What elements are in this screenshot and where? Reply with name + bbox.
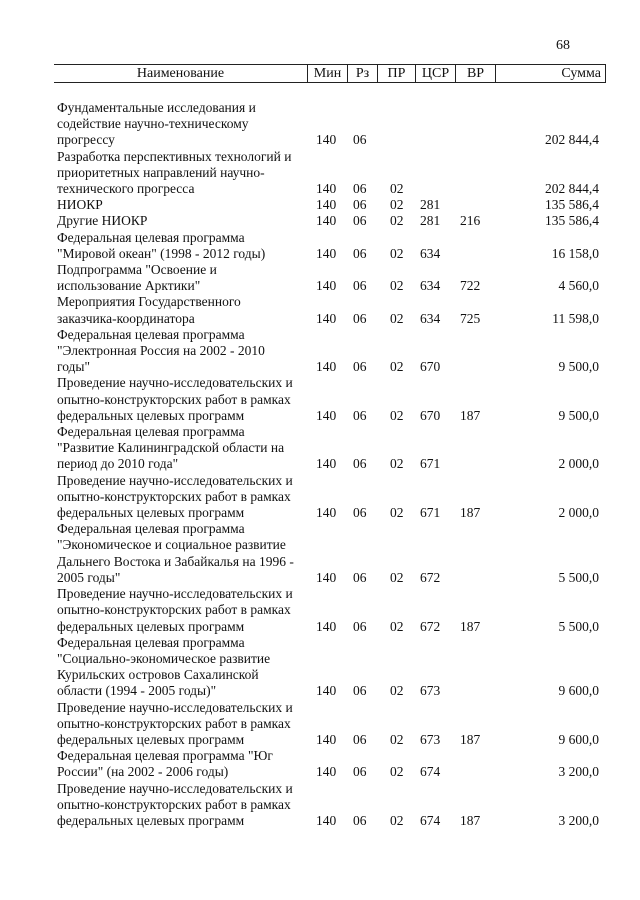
row-vr: 216 xyxy=(460,213,481,229)
table-row xyxy=(0,149,640,198)
row-pr: 02 xyxy=(390,731,404,747)
table-row xyxy=(0,424,640,473)
table-row xyxy=(0,473,640,522)
row-csr: 634 xyxy=(420,245,441,261)
row-csr: 670 xyxy=(420,359,441,375)
row-min: 140 xyxy=(316,764,337,780)
row-sum: 5 500,0 xyxy=(558,618,599,634)
row-csr: 672 xyxy=(420,618,441,634)
row-name: Фундаментальные исследования и содействие научно-техническому прогрессу xyxy=(57,100,256,148)
table-row xyxy=(0,586,640,635)
row-name: Проведение научно-исследовательских и опытно-конструкторских работ в рамках федеральных целевых программ xyxy=(57,780,293,828)
row-pr: 02 xyxy=(390,812,404,828)
row-vr: 187 xyxy=(460,407,481,423)
row-vr: 722 xyxy=(460,278,481,294)
row-min: 140 xyxy=(316,245,337,261)
header-name-label: Наименование xyxy=(136,66,225,81)
table-row xyxy=(0,262,640,294)
row-sum: 135 586,4 xyxy=(545,213,599,229)
row-rz: 06 xyxy=(353,359,367,375)
header-vr-label: ВР xyxy=(466,66,485,81)
row-min: 140 xyxy=(316,310,337,326)
row-rz: 06 xyxy=(353,213,367,229)
row-vr: 187 xyxy=(460,618,481,634)
row-min: 140 xyxy=(316,213,337,229)
table-row xyxy=(0,700,640,749)
header-csr xyxy=(415,65,455,82)
header-min-label: Мин xyxy=(313,66,342,81)
row-pr: 02 xyxy=(390,245,404,261)
row-min: 140 xyxy=(316,618,337,634)
row-min: 140 xyxy=(316,456,337,472)
row-name: Федеральная целевая программа "Юг России" (на 2002 - 2006 годы) xyxy=(57,748,273,780)
row-sum: 2 000,0 xyxy=(558,456,599,472)
row-name: Проведение научно-исследовательских и опытно-конструкторских работ в рамках федеральных целевых программ xyxy=(57,472,293,521)
table-row xyxy=(0,635,640,700)
row-csr: 673 xyxy=(420,731,441,747)
table-row xyxy=(0,213,640,229)
row-name: Федеральная целевая программа "Развитие Калининградской области на период до 2010 года" xyxy=(57,424,285,472)
row-rz: 06 xyxy=(353,569,367,585)
row-pr: 02 xyxy=(390,618,404,634)
row-sum: 202 844,4 xyxy=(545,181,599,197)
row-pr: 02 xyxy=(390,764,404,780)
row-min: 140 xyxy=(316,197,337,213)
row-csr: 281 xyxy=(420,213,441,229)
table-row xyxy=(0,748,640,780)
row-csr: 634 xyxy=(420,278,441,294)
row-csr: 670 xyxy=(420,407,441,423)
table-row xyxy=(0,294,640,326)
row-rz: 06 xyxy=(353,278,367,294)
row-rz: 06 xyxy=(353,505,367,521)
row-vr: 187 xyxy=(460,812,481,828)
row-rz: 06 xyxy=(353,618,367,634)
row-sum: 9 600,0 xyxy=(558,731,599,747)
row-name: Разработка перспективных технологий и приоритетных направлений научно- технического прогресса xyxy=(57,148,292,197)
row-pr: 02 xyxy=(390,197,404,213)
row-name: Федеральная целевая программа "Экономическое и социальное развитие Дальнего Востока и Забайкалья на 1996 - 2005 годы" xyxy=(57,521,294,585)
row-csr: 671 xyxy=(420,456,441,472)
row-sum: 4 560,0 xyxy=(558,278,599,294)
table-row xyxy=(0,375,640,424)
row-csr: 281 xyxy=(420,197,441,213)
row-rz: 06 xyxy=(353,197,367,213)
row-sum: 2 000,0 xyxy=(558,505,599,521)
row-name: Другие НИОКР xyxy=(57,213,148,229)
row-sum: 135 586,4 xyxy=(545,197,599,213)
row-vr: 187 xyxy=(460,505,481,521)
row-vr: 187 xyxy=(460,731,481,747)
row-name: Мероприятия Государственного заказчика-координатора xyxy=(57,294,241,326)
row-sum: 16 158,0 xyxy=(551,245,599,261)
row-csr: 673 xyxy=(420,683,441,699)
row-min: 140 xyxy=(316,505,337,521)
row-pr: 02 xyxy=(390,310,404,326)
row-sum: 9 500,0 xyxy=(558,407,599,423)
header-vr xyxy=(455,65,495,82)
header-csr-label: ЦСР xyxy=(421,66,450,81)
row-name: Проведение научно-исследовательских и опытно-конструкторских работ в рамках федеральных целевых программ xyxy=(57,699,293,747)
row-name: Федеральная целевая программа "Социально-экономическое развитие Курильских островов Сахалинской области (1994 - 2005 годы)" xyxy=(57,634,271,699)
row-pr: 02 xyxy=(390,456,404,472)
row-rz: 06 xyxy=(353,407,367,423)
row-min: 140 xyxy=(316,278,337,294)
row-min: 140 xyxy=(316,407,337,423)
table-row xyxy=(0,327,640,376)
header-rz xyxy=(347,65,377,82)
table-row xyxy=(0,781,640,830)
row-rz: 06 xyxy=(353,683,367,699)
row-rz: 06 xyxy=(353,181,367,197)
header-sum xyxy=(495,65,606,82)
row-csr: 672 xyxy=(420,569,441,585)
row-pr: 02 xyxy=(390,683,404,699)
row-rz: 06 xyxy=(353,731,367,747)
row-min: 140 xyxy=(316,812,337,828)
row-sum: 202 844,4 xyxy=(545,132,599,148)
table-body xyxy=(0,100,640,829)
row-pr: 02 xyxy=(390,181,404,197)
row-csr: 674 xyxy=(420,812,441,828)
row-pr: 02 xyxy=(390,278,404,294)
row-rz: 06 xyxy=(353,812,367,828)
table-row xyxy=(0,521,640,586)
row-name: Федеральная целевая программа "Электронная Россия на 2002 - 2010 годы" xyxy=(57,326,265,375)
row-name: Проведение научно-исследовательских и опытно-конструкторских работ в рамках федеральных целевых программ xyxy=(57,375,293,423)
row-min: 140 xyxy=(316,569,337,585)
row-min: 140 xyxy=(316,132,337,148)
row-pr: 02 xyxy=(390,569,404,585)
row-vr: 725 xyxy=(460,310,481,326)
row-min: 140 xyxy=(316,731,337,747)
row-name: Федеральная целевая программа "Мировой океан" (1998 - 2012 годы) xyxy=(57,229,266,261)
table-row xyxy=(0,100,640,149)
header-min xyxy=(307,65,347,82)
row-min: 140 xyxy=(316,359,337,375)
header-rz-label: Рз xyxy=(355,66,370,81)
row-rz: 06 xyxy=(353,310,367,326)
header-pr xyxy=(377,65,415,82)
row-pr: 02 xyxy=(390,359,404,375)
row-pr: 02 xyxy=(390,505,404,521)
row-pr: 02 xyxy=(390,407,404,423)
table-row xyxy=(0,197,640,213)
row-sum: 5 500,0 xyxy=(558,569,599,585)
row-csr: 634 xyxy=(420,310,441,326)
row-rz: 06 xyxy=(353,456,367,472)
table-header xyxy=(54,64,606,83)
row-rz: 06 xyxy=(353,764,367,780)
page-number: 68 xyxy=(556,38,570,53)
row-sum: 11 598,0 xyxy=(552,310,599,326)
row-rz: 06 xyxy=(353,245,367,261)
row-name: НИОКР xyxy=(57,197,103,213)
header-name xyxy=(54,65,307,82)
row-pr: 02 xyxy=(390,213,404,229)
row-sum: 9 500,0 xyxy=(558,359,599,375)
table-row xyxy=(0,230,640,262)
row-rz: 06 xyxy=(353,132,367,148)
header-pr-label: ПР xyxy=(387,66,406,81)
header-sum-label: Сумма xyxy=(561,66,601,81)
row-csr: 674 xyxy=(420,764,441,780)
row-min: 140 xyxy=(316,181,337,197)
row-sum: 9 600,0 xyxy=(558,683,599,699)
row-sum: 3 200,0 xyxy=(558,812,599,828)
row-name: Подпрограмма "Освоение и использование Арктики" xyxy=(57,262,217,294)
row-name: Проведение научно-исследовательских и опытно-конструкторских работ в рамках федеральных целевых программ xyxy=(57,586,293,634)
row-sum: 3 200,0 xyxy=(558,764,599,780)
row-min: 140 xyxy=(316,683,337,699)
row-csr: 671 xyxy=(420,505,441,521)
